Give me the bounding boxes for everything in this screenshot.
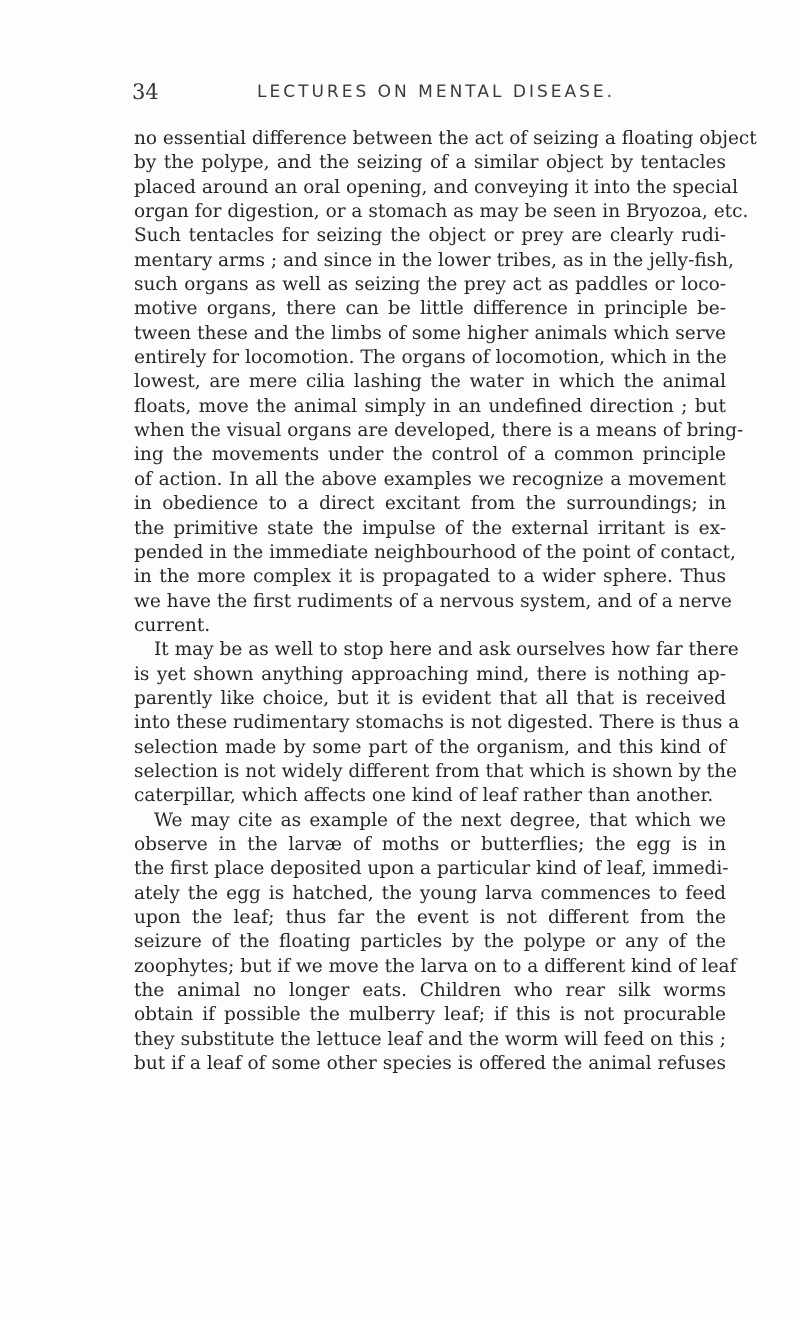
text-line: ing the movements under the control of a common principle xyxy=(134,444,726,466)
text-line: selection made by some part of the organism, and this kind of xyxy=(134,736,726,758)
text-line: current. xyxy=(134,614,211,636)
text-line: floats, move the animal simply in an undefined direction ; but xyxy=(134,395,726,417)
text-line: in the more complex it is propagated to a wider sphere. Thus xyxy=(134,566,726,588)
text-line: when the visual organs are developed, there is a means of bring- xyxy=(134,420,744,442)
text-line: by the polype, and the seizing of a similar object by tentacles xyxy=(134,152,726,174)
text-line: seizure of the floating particles by the polype or any of the xyxy=(134,931,726,953)
text-line: parently like choice, but it is evident that all that is received xyxy=(134,687,726,709)
text-line: zoophytes; but if we move the larva on to a different kind of leaf xyxy=(134,955,737,977)
text-line: into these rudimentary stomachs is not digested. There is thus a xyxy=(134,712,740,734)
text-line: tween these and the limbs of some higher animals which serve xyxy=(134,322,726,344)
text-line: such organs as well as seizing the prey act as paddles or loco- xyxy=(134,274,726,296)
text-line: lowest, are mere cilia lashing the water in which the animal xyxy=(134,371,726,393)
text-line: ately the egg is hatched, the young larva commences to feed xyxy=(134,882,726,904)
text-line: obtain if possible the mulberry leaf; if this is not procurable xyxy=(134,1004,726,1026)
text-line: selection is not widely different from that which is shown by the xyxy=(134,760,737,782)
page-header xyxy=(132,80,732,110)
text-line: upon the leaf; thus far the event is not different from the xyxy=(134,907,726,928)
body-text xyxy=(134,127,757,1076)
text-line: in obedience to a direct excitant from the surroundings; in xyxy=(134,493,726,515)
text-line: caterpillar, which affects one kind of leaf rather than another. xyxy=(134,785,714,807)
paragraph-start-line: It may be as well to stop here and ask ourselves how far there xyxy=(154,639,739,661)
text-line: pended in the immediate neighbourhood of the point of contact, xyxy=(134,541,736,563)
text-line: they substitute the lettuce leaf and the worm will feed on this ; xyxy=(134,1028,726,1050)
running-head: LECTURES ON MENTAL DISEASE. xyxy=(257,82,616,102)
text-line: observe in the larvæ of moths or butterflies; the egg is in xyxy=(134,833,726,855)
text-line: no essential difference between the act of seizing a floating object xyxy=(134,128,757,149)
text-line: mentary arms ; and since in the lower tribes, as in the jelly-fish, xyxy=(134,249,734,271)
text-line: placed around an oral opening, and conveying it into the special xyxy=(134,176,738,198)
text-line: entirely for locomotion. The organs of locomotion, which in the xyxy=(134,347,727,369)
text-line: the first place deposited upon a particular kind of leaf, immedi- xyxy=(134,858,729,880)
text-line: the primitive state the impulse of the external irritant is ex- xyxy=(134,517,726,539)
text-line: we have the first rudiments of a nervous system, and of a nerve xyxy=(134,590,732,612)
paragraph-start-line: We may cite as example of the next degree, that which we xyxy=(154,809,726,831)
text-line: of action. In all the above examples we recognize a movement xyxy=(134,468,726,490)
text-line: the animal no longer eats. Children who rear silk worms xyxy=(134,980,726,1002)
text-line: but if a leaf of some other species is offered the animal refuses xyxy=(134,1053,726,1075)
text-line: is yet shown anything approaching mind, there is nothing ap- xyxy=(134,663,726,685)
text-line: motive organs, there can be little difference in principle be- xyxy=(134,298,726,320)
text-line: organ for digestion, or a stomach as may be seen in Bryozoa, etc. xyxy=(134,201,749,223)
text-line: Such tentacles for seizing the object or prey are clearly rudi- xyxy=(134,225,726,247)
page-number: 34 xyxy=(132,80,159,104)
